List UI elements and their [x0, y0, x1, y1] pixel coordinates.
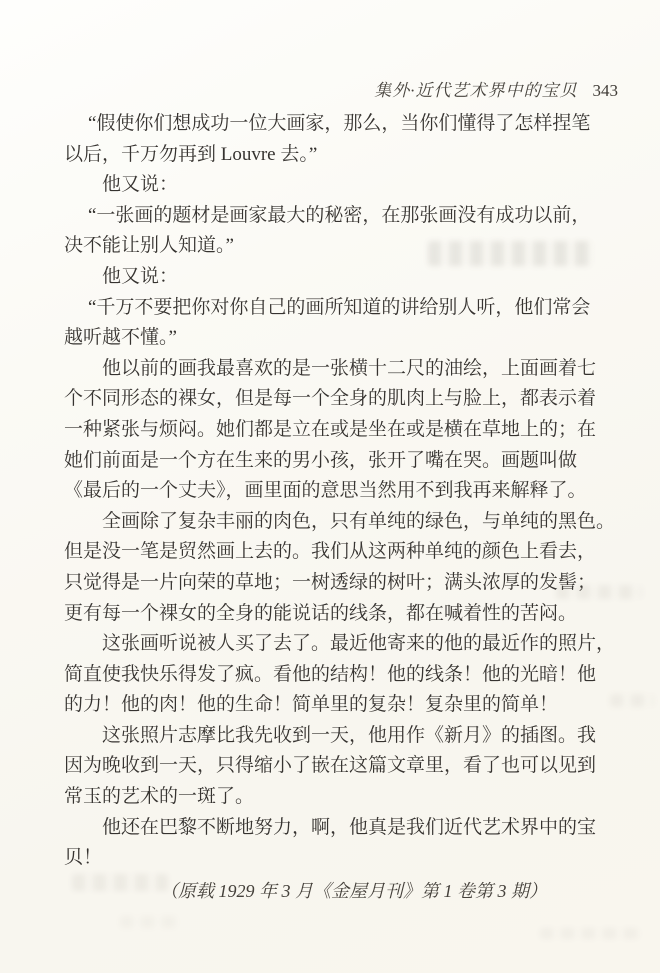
- text-line: 因为晚收到一天，只得缩小了嵌在这篇文章里，看了也可以见到: [64, 755, 597, 777]
- citation-line: （原载 1929 年 3 月《金屋月刊》第 1 卷第 3 期）: [160, 880, 547, 901]
- text-line: 这张画听说被人买了去了。最近他寄来的他的最近作的照片，: [102, 633, 616, 655]
- text-line: 个不同形态的裸女，但是每一个全身的肌肉上与脸上，都表示着: [64, 388, 597, 410]
- ink-bleed-artifact: [428, 241, 594, 266]
- text-line: 他又说：: [102, 265, 179, 287]
- ink-bleed-artifact: [120, 916, 180, 928]
- text-line: 《最后的一个丈夫》，画里面的意思当然用不到我再来解释了。: [64, 480, 587, 502]
- text-line: 常玉的艺术的一斑了。: [64, 786, 255, 808]
- text-line: 的力！他的肉！他的生命！简单里的复杂！复杂里的简单！: [64, 694, 559, 716]
- text-line: 他又说：: [102, 174, 179, 196]
- text-line: 以后，千万勿再到 Louvre 去。”: [64, 143, 318, 165]
- page-number: 343: [592, 81, 618, 100]
- text-line: 这张照片志摩比我先收到一天，他用作《新月》的插图。我: [102, 724, 597, 746]
- text-line: 但是没一笔是贸然画上去的。我们从这两种单纯的颜色上看去，: [64, 541, 597, 563]
- text-line: 越听越不懂。”: [64, 327, 177, 349]
- text-line: “千万不要把你对你自己的画所知道的讲给别人听，他们常会: [88, 296, 591, 318]
- ink-bleed-artifact: [540, 928, 644, 939]
- text-line: 只觉得是一片向荣的草地；一树透绿的树叶；满头浓厚的发髻；: [64, 571, 597, 593]
- running-header: [374, 76, 618, 101]
- text-line: 贝！: [64, 847, 103, 869]
- text-line: 全画除了复杂丰丽的肉色，只有单纯的绿色，与单纯的黑色。: [102, 510, 616, 532]
- text-line: “一张画的题材是画家最大的秘密，在那张画没有成功以前，: [88, 204, 591, 226]
- text-line: 简直使我快乐得发了疯。看他的结构！他的线条！他的光暗！他: [64, 663, 597, 685]
- text-line: 决不能让别人知道。”: [64, 235, 234, 257]
- header-title: 集外·近代艺术界中的宝贝: [374, 81, 578, 100]
- ink-bleed-artifact: [556, 585, 642, 599]
- ink-bleed-artifact: [72, 874, 168, 891]
- text-line: 他还在巴黎不断地努力，啊，他真是我们近代艺术界中的宝: [102, 816, 597, 838]
- ink-bleed-artifact: [610, 694, 654, 707]
- text-line: “假使你们想成功一位大画家，那么，当你们懂得了怎样捏笔: [88, 113, 591, 134]
- text-line: 更有每一个裸女的全身的能说话的线条，都在喊着性的苦闷。: [64, 602, 578, 624]
- text-line: 一种紧张与烦闷。她们都是立在或是坐在或是横在草地上的；在: [64, 418, 597, 440]
- text-column: [64, 109, 616, 907]
- text-line: 他以前的画我最喜欢的是一张横十二尺的油绘，上面画着七: [102, 357, 597, 379]
- text-line: 她们前面是一个方在生来的男小孩，张开了嘴在哭。画题叫做: [64, 449, 578, 471]
